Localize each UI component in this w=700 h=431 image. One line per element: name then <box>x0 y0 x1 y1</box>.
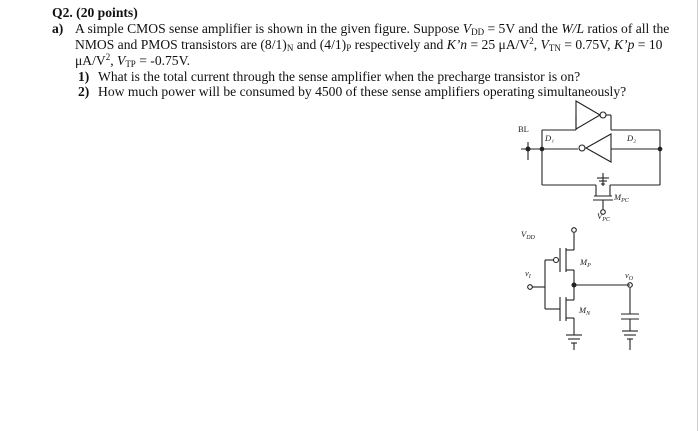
d2-label: D₂ <box>627 133 637 143</box>
vo-label: $v_O$ <box>625 270 634 282</box>
item-text-2: How much power will be consumed by 4500 of these sense amplifiers operating simultaneously? <box>98 84 627 99</box>
mp-label: $M_P$ <box>580 257 591 269</box>
page-edge-divider <box>697 0 698 431</box>
d1-label: D₁ <box>545 133 555 143</box>
item-text-1: What is the total current through the sense amplifier when the precharge transistor is on? <box>98 69 581 84</box>
vdd-label: $V_{DD}$ <box>521 229 535 241</box>
vi-label: $v_I$ <box>525 268 531 280</box>
problem-line-1: A simple CMOS sense amplifier is shown in the given figure. Suppose $V_{DD} = 5V$ and the W/L ratios of all the <box>75 21 670 37</box>
question-title: Q2. (20 points) <box>52 5 138 20</box>
item-number-2: 2) <box>78 84 90 99</box>
problem-line-2: NMOS and PMOS transistors are $(8/1)_N$ and $(4/1)_P$ respectively and K’n = 25 $\mu A/V^2$, $V_{TN} = 0.75V$, K’p = 10 <box>75 36 663 53</box>
problem-line-3: $\mu A/V^2$, $V_{TP} = -0.75V$. <box>75 52 191 69</box>
mn-label: $M_N$ <box>579 305 591 317</box>
item-number-1: 1) <box>78 69 90 84</box>
part-label: a) <box>52 21 64 36</box>
vpc-label: $V_{PC}$ <box>597 211 610 223</box>
bl-label: BL <box>518 124 529 134</box>
mpc-label: $M_{PC}$ <box>614 192 629 204</box>
